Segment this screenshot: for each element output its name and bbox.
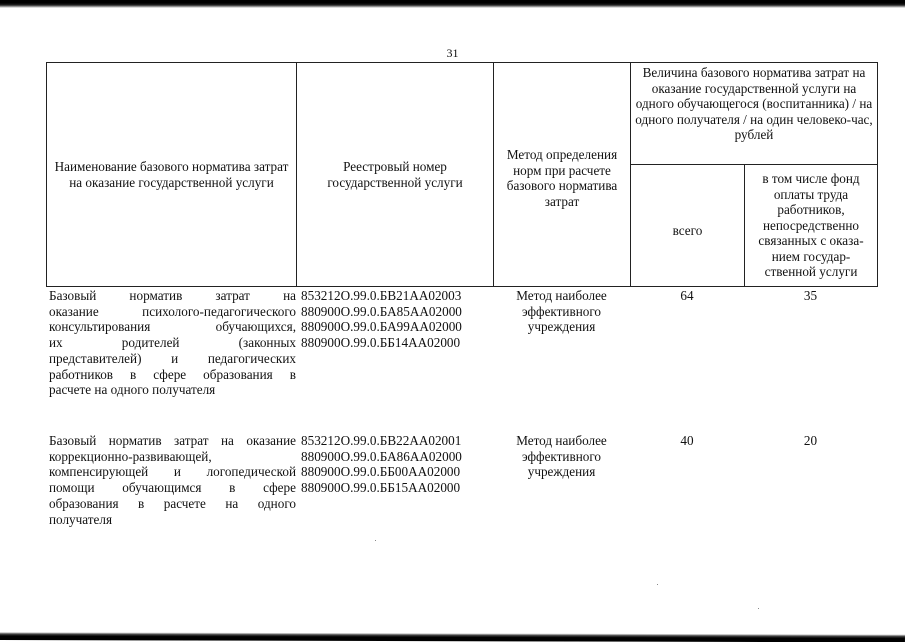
header-method: Метод определения норм при расчете базового норматива затрат — [494, 63, 631, 287]
row-name: Базовый норматив затрат на оказание психолого-педагогического консультирования обучающихся, их родителей (законных представителей) и педагогических работников в сфере образования в расчете на одного получателя — [49, 288, 296, 398]
row-method: Метод наиболее эффективного учреждения — [516, 433, 607, 480]
header-wage-fund: в том числе фонд оплаты труда работников, непосредственно связанных с оказа-нием государ-ственной услуги — [745, 165, 878, 287]
header-registry-number: Реестровый номер государственной услуги — [297, 63, 494, 287]
table-header — [46, 62, 878, 287]
row-total: 64 — [680, 288, 694, 303]
header-total: всего — [631, 165, 745, 287]
row-total: 40 — [680, 433, 694, 448]
row-wage-fund: 20 — [803, 433, 818, 448]
scan-edge-bottom — [0, 632, 905, 642]
row-wage-fund: 35 — [803, 288, 818, 303]
header-value-group: Величина базового норматива затрат на оказание государственной услуги на одного обучающегося (воспитанника) / на одного получателя / на один человеко-час, рублей — [631, 63, 878, 165]
scan-speck — [657, 584, 658, 585]
scan-edge-top — [0, 0, 905, 8]
row-method: Метод наиболее эффективного учреждения — [516, 288, 607, 335]
row-name: Базовый норматив затрат на оказание коррекционно-развивающей, компенсирующей и логопедической помощи обучающимся в сфере образования в расчете на одного получателя — [49, 433, 296, 527]
header-name: Наименование базового норматива затрат на оказание государственной услуги — [47, 63, 297, 287]
page-number: 31 — [446, 46, 459, 60]
row-registry-codes: 853212О.99.0.БВ21АА02003 880900О.99.0.БА85АА02000 880900О.99.0.БА99АА02000 880900О.99.0.ББ14АА02000 — [301, 288, 462, 351]
scan-speck — [758, 608, 759, 609]
row-registry-codes: 853212О.99.0.БВ22АА02001 880900О.99.0.БА86АА02000 880900О.99.0.ББ00АА02000 880900О.99.0.ББ15АА02000 — [301, 433, 462, 496]
scan-speck — [375, 540, 376, 541]
